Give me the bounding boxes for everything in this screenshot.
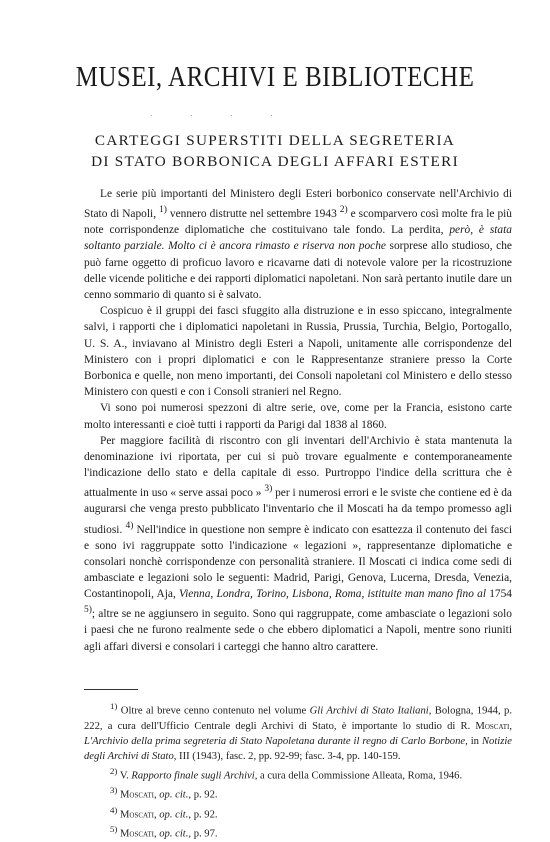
article-body [84,186,512,655]
author-name: Moscati [120,809,154,821]
footnote-ref: 3) [110,785,118,796]
paragraph-2 [84,303,512,400]
footnote-4 [84,803,512,823]
italic-run: L'Archivio della prima segreteria di Stato Napoletana durante il regno di Carlo Borbone [84,735,466,747]
footnote-ref: 2) [339,205,348,216]
text-run: , [153,789,160,801]
text-run: e scomparvero così molte fra le più note corrispondenze diplomatiche che costituivano tale fondo. La perdita, [84,208,513,237]
paragraph-1 [84,186,512,303]
footnote-rule [84,689,138,690]
text-run: Oltre al breve cenno contenuto nel volume [117,705,310,717]
text-run: Nell'indice in questione non sempre è indicato con esattezza il contenuto dei fasci e sono ivi raggruppate sotto l'indicazione « legazioni », rappresentanze diplomatiche e consolari nonchè corrispondenze con personalità straniere. Il Moscati ci indica come sedi di ambasciate e legazioni solo le seguenti: Madrid, Parigi, Genova, Lucerna, Dresda, Venezia, Costantinopoli, Aja, [84,523,512,601]
text-run: V. [117,770,132,782]
text-run: , III (1943), fasc. 2, pp. 92-99; fasc. 3-4, pp. 140-159. [173,750,401,762]
author-name: Moscati [475,720,510,732]
footnote-ref: 4) [125,520,134,531]
text-run: Per maggiore facilità di riscontro con gli inventari dell'Archivio è stata mantenuta la denominazione ivi riportata, per cui si può trovare egualmente e contemporaneamente l'indicazione dello stato e della capitale di esso. Purtroppo l'indice della scrittura che è attualmente in uso « serve assai poco » [84,434,512,500]
footnote-5 [84,822,512,842]
author-name: Moscati [120,789,154,801]
footnote-ref: 3) [264,484,273,495]
paragraph-4 [84,433,512,655]
footnotes [84,699,512,842]
text-run: Vi sono poi numerosi spezzoni di altre serie, ove, come per la Francia, esistono carte molto interessanti e cioè tutti i rapporti da Parigi dal 1838 al 1860. [84,402,512,431]
footnote-ref: 2) [110,765,118,776]
text-run: Le serie più importanti del Ministero degli Esteri borbonico conservate nell'Archivio di Stato di Napoli, [84,188,512,220]
footnote-ref: 1) [110,701,118,711]
section-title: MUSEI, ARCHIVI E BIBLIOTECHE [75,62,475,93]
text-run: , [509,720,512,732]
text-run: , [153,809,160,821]
author-name: Moscati [120,828,154,840]
paragraph-3 [84,400,512,432]
text-run: , [153,828,160,840]
italic-run: Gli Archivi di Stato Italiani [309,705,429,717]
article-title [0,130,550,172]
text-run: ; altre se ne aggiunsero in seguito. Sono qui raggruppate, come ambasciate o legazioni solo i paesi che ne furono realmente sede o che ebbero diplomatici a Napoli, mentre sono riuniti agli affari diversi e consolari i carteggi che hanno altro carattere. [84,608,512,653]
text-run: 1754 [486,588,513,601]
italic-run: op. cit. [159,828,189,840]
text-run: , Bologna, 1944, p. 222, a cura dell'Ufficio Centrale degli Archivi di Stato, è importante lo studio di R. [84,705,512,732]
text-run: vennero distrutte nel settembre 1943 [166,208,340,220]
text-run: , a cura della Commissione Alleata, Roma, 1946. [254,770,463,782]
footnote-ref: 1) [159,205,167,216]
footnote-1 [84,699,512,764]
article-title-line-1: CARTEGGI SUPERSTITI DELLA SEGRETERIA [94,132,456,149]
italic-run: op. cit. [159,809,189,821]
text-run: sorprese allo studioso, che può farne oggetto di proficuo lavoro e ricavarne dati di notevole valore per la ricostruzione delle vicende politiche e dei rapporti diplomatici napoletani. Non sarà pertanto inutile dare un cenno sommario di quanto si è salvato. [84,240,512,302]
print-specks: · · · · [150,112,291,120]
text-run: Cospicuo è il gruppi dei fasci sfuggito alla distruzione e in esso spiccano, integralmente salvi, i rapporti che i diplomatici napoletani in Russia, Prussia, Turchia, Belgio, Portogallo, U. S. A., inviavano al Ministro degli Esteri a Napoli, unitamente alle corrispondenze del Ministero con i propri diplomatici e con le Rappresentanze straniere presso la Corte Borbonica e quelle, non meno importanti, dei Consoli napoletani col Ministero e dello stesso Ministero con questi e con i Consoli stranieri nel Regno. [84,305,512,399]
italic-run: Notizie degli Archivi di Stato [84,735,512,762]
footnote-ref: 4) [110,804,118,815]
text-run: per i numerosi errori e le sviste che contiene ed è da augurarsi che venga presto pubblicato l'inventario che il Moscati ha da tempo promesso agli studiosi. [84,487,512,536]
article-title-line-2: DI STATO BORBONICA DEGLI AFFARI ESTERI [91,153,459,170]
text-run: , p. 92. [188,809,218,821]
text-run: , in [465,735,482,747]
italic-run: però, è stata soltanto parziale. Molto ci è ancora rimasto e riserva non poche [84,224,512,253]
text-run: , p. 92. [188,789,218,801]
italic-run: Rapporto finale sugli Archivi [131,770,255,782]
footnote-2 [84,764,512,784]
footnote-ref: 5) [84,605,92,616]
footnote-3 [84,783,512,803]
italic-run: op. cit. [159,789,189,801]
italic-run: Vienna, Londra, Torino, Lisbona, Roma, istituite man mano fino al [179,588,487,601]
footnote-ref: 5) [110,824,118,835]
text-run: , p. 97. [188,828,218,840]
